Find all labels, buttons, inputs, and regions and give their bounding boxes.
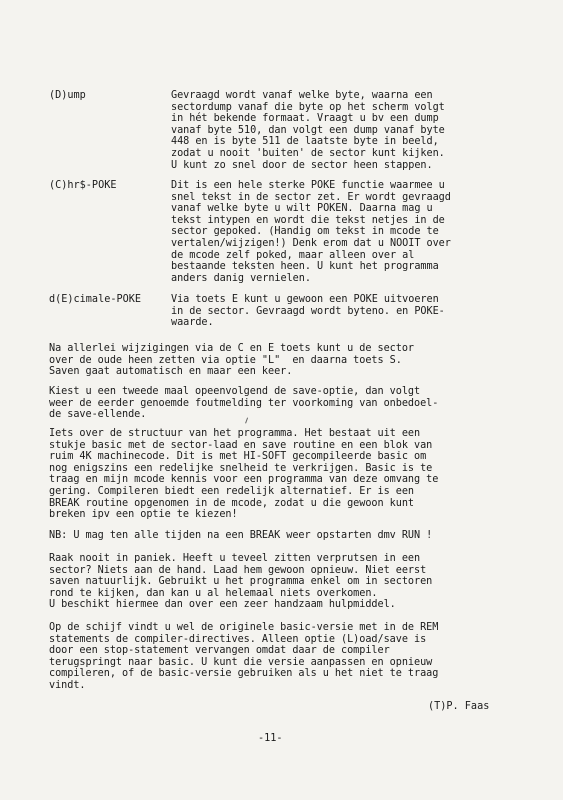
text-line: Iets over de structuur van het programma. Het bestaat uit een: [49, 428, 421, 439]
text-line: U kunt zo snel door de sector heen stappen.: [171, 159, 433, 171]
command-label-chr-poke: (C)hr$-POKE: [49, 180, 117, 191]
text-line: anders danig vernielen.: [171, 272, 311, 284]
text-line: breken ipv een optie te kiezen!: [49, 509, 238, 521]
text-line: U beschikt hiermee dan over een zeer handzaam hulpmiddel.: [49, 599, 396, 611]
text-line: Gevraagd wordt vanaf welke byte, waarna een: [171, 90, 433, 101]
text-line: 448 en is byte 511 de laatste byte in beeld,: [171, 136, 439, 148]
pen-mark: [245, 417, 251, 424]
text-line: Dit is een hele sterke POKE functie waarmee u: [171, 180, 445, 191]
text-line: Raak nooit in paniek. Heeft u teveel zitten verprutsen in een: [49, 553, 421, 564]
text-line: rond te kijken, dan kan u al helemaal niets overkomen.: [49, 587, 378, 599]
text-line: vindt.: [49, 679, 86, 691]
text-line: terugspringt naar basic. U kunt die versie aanpassen en opnieuw: [49, 656, 433, 668]
page-number: -11-: [258, 733, 283, 744]
text-line: vanaf welke byte u wilt POKEN. Daarna mag u: [171, 203, 433, 215]
text-line: sectordump vanaf die byte op het scherm volgt: [171, 101, 445, 113]
text-line: door een stop-statement vervangen omdat daar de compiler: [49, 645, 390, 657]
text-line: compileren, of de basic-versie gebruiken als u het niet te traag: [49, 668, 439, 680]
command-label-dump: (D)ump: [49, 90, 86, 101]
text-line: traag en mijn mcode kennis voor een programma van deze omvang te: [49, 474, 439, 486]
text-line: in de sector. Gevraagd wordt byteno. en POKE-: [171, 305, 445, 317]
text-line: waarde.: [171, 317, 214, 329]
text-line: Kiest u een tweede maal opeenvolgend de save-optie, dan volgt: [49, 386, 421, 397]
text-line: tekst intypen en wordt die tekst netjes in de: [171, 214, 445, 226]
text-line: vanaf byte 510, dan volgt een dump vanaf byte: [171, 124, 445, 136]
text-line: weer de eerder genoemde foutmelding ter voorkoming van onbedoel-: [49, 397, 439, 409]
author-signature: (T)P. Faas: [428, 701, 490, 712]
text-line: gering. Compileren biedt een redelijk alternatief. Er is een: [49, 485, 415, 497]
text-line: Saven gaat automatisch en maar een keer.: [49, 366, 293, 378]
text-line: statements de compiler-directives. Alleen optie (L)oad/save is: [49, 633, 427, 645]
text-line: sector gepoked. (Handig om tekst in mcode te: [171, 226, 439, 238]
paragraph: [49, 386, 519, 421]
paragraph: [49, 428, 519, 521]
paragraph-note: [49, 530, 519, 542]
text-line: Na allerlei wijzigingen via de C en E toets kunt u de sector: [49, 343, 415, 354]
command-description-dump: [171, 90, 516, 171]
text-line: stukje basic met de sector-laad en save routine en een blok van: [49, 439, 433, 451]
text-line: nog enigszins een redelijke snelheid te verkrijgen. Basic is te: [49, 462, 433, 474]
text-line: over de oude heen zetten via optie "L" en daarna toets S.: [49, 354, 402, 366]
text-line: in hét bekende formaat. Vraagt u bv een dump: [171, 113, 439, 125]
command-description-decimale-poke: [171, 294, 516, 329]
text-line: sector? Niets aan de hand. Laad hem gewoon opnieuw. Niet eerst: [49, 564, 427, 576]
text-line: ruim 4K machinecode. Dit is met HI-SOFT gecompileerde basic om: [49, 451, 427, 463]
text-line: saven natuurlijk. Gebruikt u het programma enkel om in sectoren: [49, 576, 433, 588]
text-line: de save-ellende.: [49, 409, 147, 421]
command-description-chr-poke: [171, 180, 516, 284]
paragraph: [49, 343, 519, 378]
text-line: de mcode zelf poked, maar alleen over al: [171, 249, 415, 261]
text-line: BREAK routine opgenomen in de mcode, zodat u die gewoon kunt: [49, 497, 415, 509]
text-line: NB: U mag ten alle tijden na een BREAK weer opstarten dmv RUN !: [49, 530, 433, 541]
text-line: Via toets E kunt u gewoon een POKE uitvoeren: [171, 294, 439, 305]
text-line: vertalen/wijzigen!) Denk erom dat u NOOIT over: [171, 237, 451, 249]
text-line: zodat u nooit 'buiten' de sector kunt kijken.: [171, 147, 445, 159]
text-line: Op de schijf vindt u wel de originele basic-versie met in de REM: [49, 622, 439, 633]
text-line: bestaande teksten heen. U kunt het programma: [171, 261, 439, 273]
text-line: snel tekst in de sector zet. Er wordt gevraagd: [171, 191, 451, 203]
paragraph: [49, 553, 519, 611]
paragraph: [49, 622, 519, 692]
command-label-decimale-poke: d(E)cimale-POKE: [49, 294, 142, 305]
